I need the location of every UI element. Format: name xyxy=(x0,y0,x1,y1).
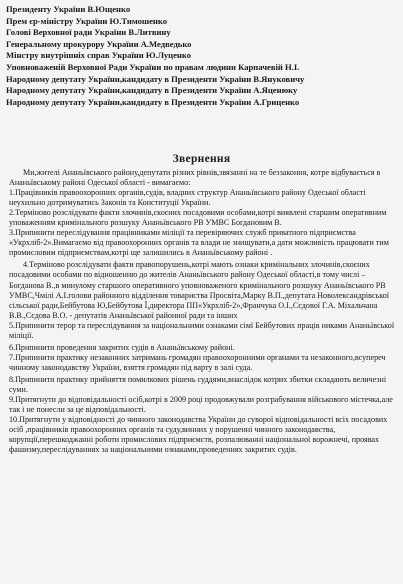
demand-paragraph: 5.Припинити терор та переслідування за національними ознаками сімї Бейбутових праців никами Ананьївської міліції. xyxy=(9,320,395,340)
demand-paragraph: 3.Припинити переслідування працівниками міліції та перевіряючих служб приватного підприємства «Укрхліб-2».Вимагаємо від правоохоронних органів та влади не знищувати,а дати можливість працювати тим промисловим підприємствам,котрі ще залишились в Ананьївському районі . xyxy=(9,228,389,258)
addressee-line: Генеральному прокурору України А.Медведько xyxy=(6,38,192,49)
addressee-line: Мінстру внутрішніх справ України Ю.Луценко xyxy=(6,50,191,61)
addressee-line: Голові Верховної ради України В.Литвину xyxy=(6,27,171,38)
addressee-line: Народному депутату України,кандидату в Президенти України А.Яценюку xyxy=(6,85,298,96)
demand-paragraph: 2.Терміново розслідувати факти злочинів,скоєних посадовими особами,котрі виявлені старшим оперативним уповаженням кримінального розшуку Ананьївського РВ УМВС Богдановим В. xyxy=(9,208,387,228)
addressee-line: Народному депутату України,кандидату в Президенти України В.Януковичу xyxy=(6,73,305,84)
demand-paragraph: 9.Притягнути до відповідальності осіб,котрі в 2009 році продовжували розграбування військового містечка,але так і не понесли за це відповідальності. xyxy=(9,395,393,415)
demand-paragraph: 6.Припинити проведення закритих судів в Ананьївському районі. xyxy=(9,342,235,352)
addressee-line: Народному депутату України,кандидату в Президенти України А.Гриценко xyxy=(6,96,300,107)
demand-paragraph: 7.Припинити практику незаконних затримань громадян правоохоронними органами та незаконного,всупереч чинному законодавству України, взяття громадян під варту в залі суда. xyxy=(9,352,386,372)
demand-paragraph: 1.Працівників правоохоронних органів,судів, владних структур Ананьївського району Одеської області неухильно дотримуватись Законів та Конституції України. xyxy=(9,188,366,208)
addressee-line: Прем єр-міністру України Ю.Тимошенко xyxy=(6,15,168,26)
addressee-line: Уповноваженій Верховної Ради України по правам людини Карпачевій Н.І. xyxy=(6,61,300,72)
addressee-list xyxy=(6,4,401,108)
intro-paragraph: Ми,жителі Ананьївського району,депутати різних рівнів,звязанні на те беззаконня, котре відбувається в Ананьївському районі Одеської області - вимагаємо: xyxy=(9,168,381,188)
addressee-line: Президенту України В.Ющенко xyxy=(6,4,131,14)
demand-paragraph: 4.Терміново розслідувати факти правопорушень,котрі мають ознаки кримінальних злочинів,скоєних посадовими особами по відношенню до жителів Ананьївського району Одеської області,в тому числі – Богданова В.,в минулому старшого оперативного уповноваженого кримінального розшуку Ананьївського РВ УМВС,Чмілі А.І.голови районного відділення товариства Просвіта,Марку В.П.,депутата Новолександрівської сільської ради,Бейбутова Ю,Бейбутова Ї,директора ПП«Укрхліб-2»,Франчука О.І.,Сєдової Г.А. Міхальчана В.В.,Сєдова В.О. - депутатів Ананьївської районної ради та інших xyxy=(9,260,390,320)
demand-paragraph: 8.Припинити практику прийняття помилкових рішень суддями,внаслідок котрих збитки складають величезні суми. xyxy=(9,374,387,394)
document-body xyxy=(9,168,396,455)
demand-paragraph: 10.Притягнути у відповідності до чинного законодавства України до суворої відповідальності всіх посадових осіб ,працівників правоохоронних органів та суду,винних у порушенні чинного законодавства, корупції,перешкоджанні роботи промислових підприємств, розпалюванні національної ворожнечі, проявах фашизму,переслідуваннях за національними ознаками,проведеннях закритих судів. xyxy=(9,415,388,455)
document-title: Звернення xyxy=(172,153,231,165)
